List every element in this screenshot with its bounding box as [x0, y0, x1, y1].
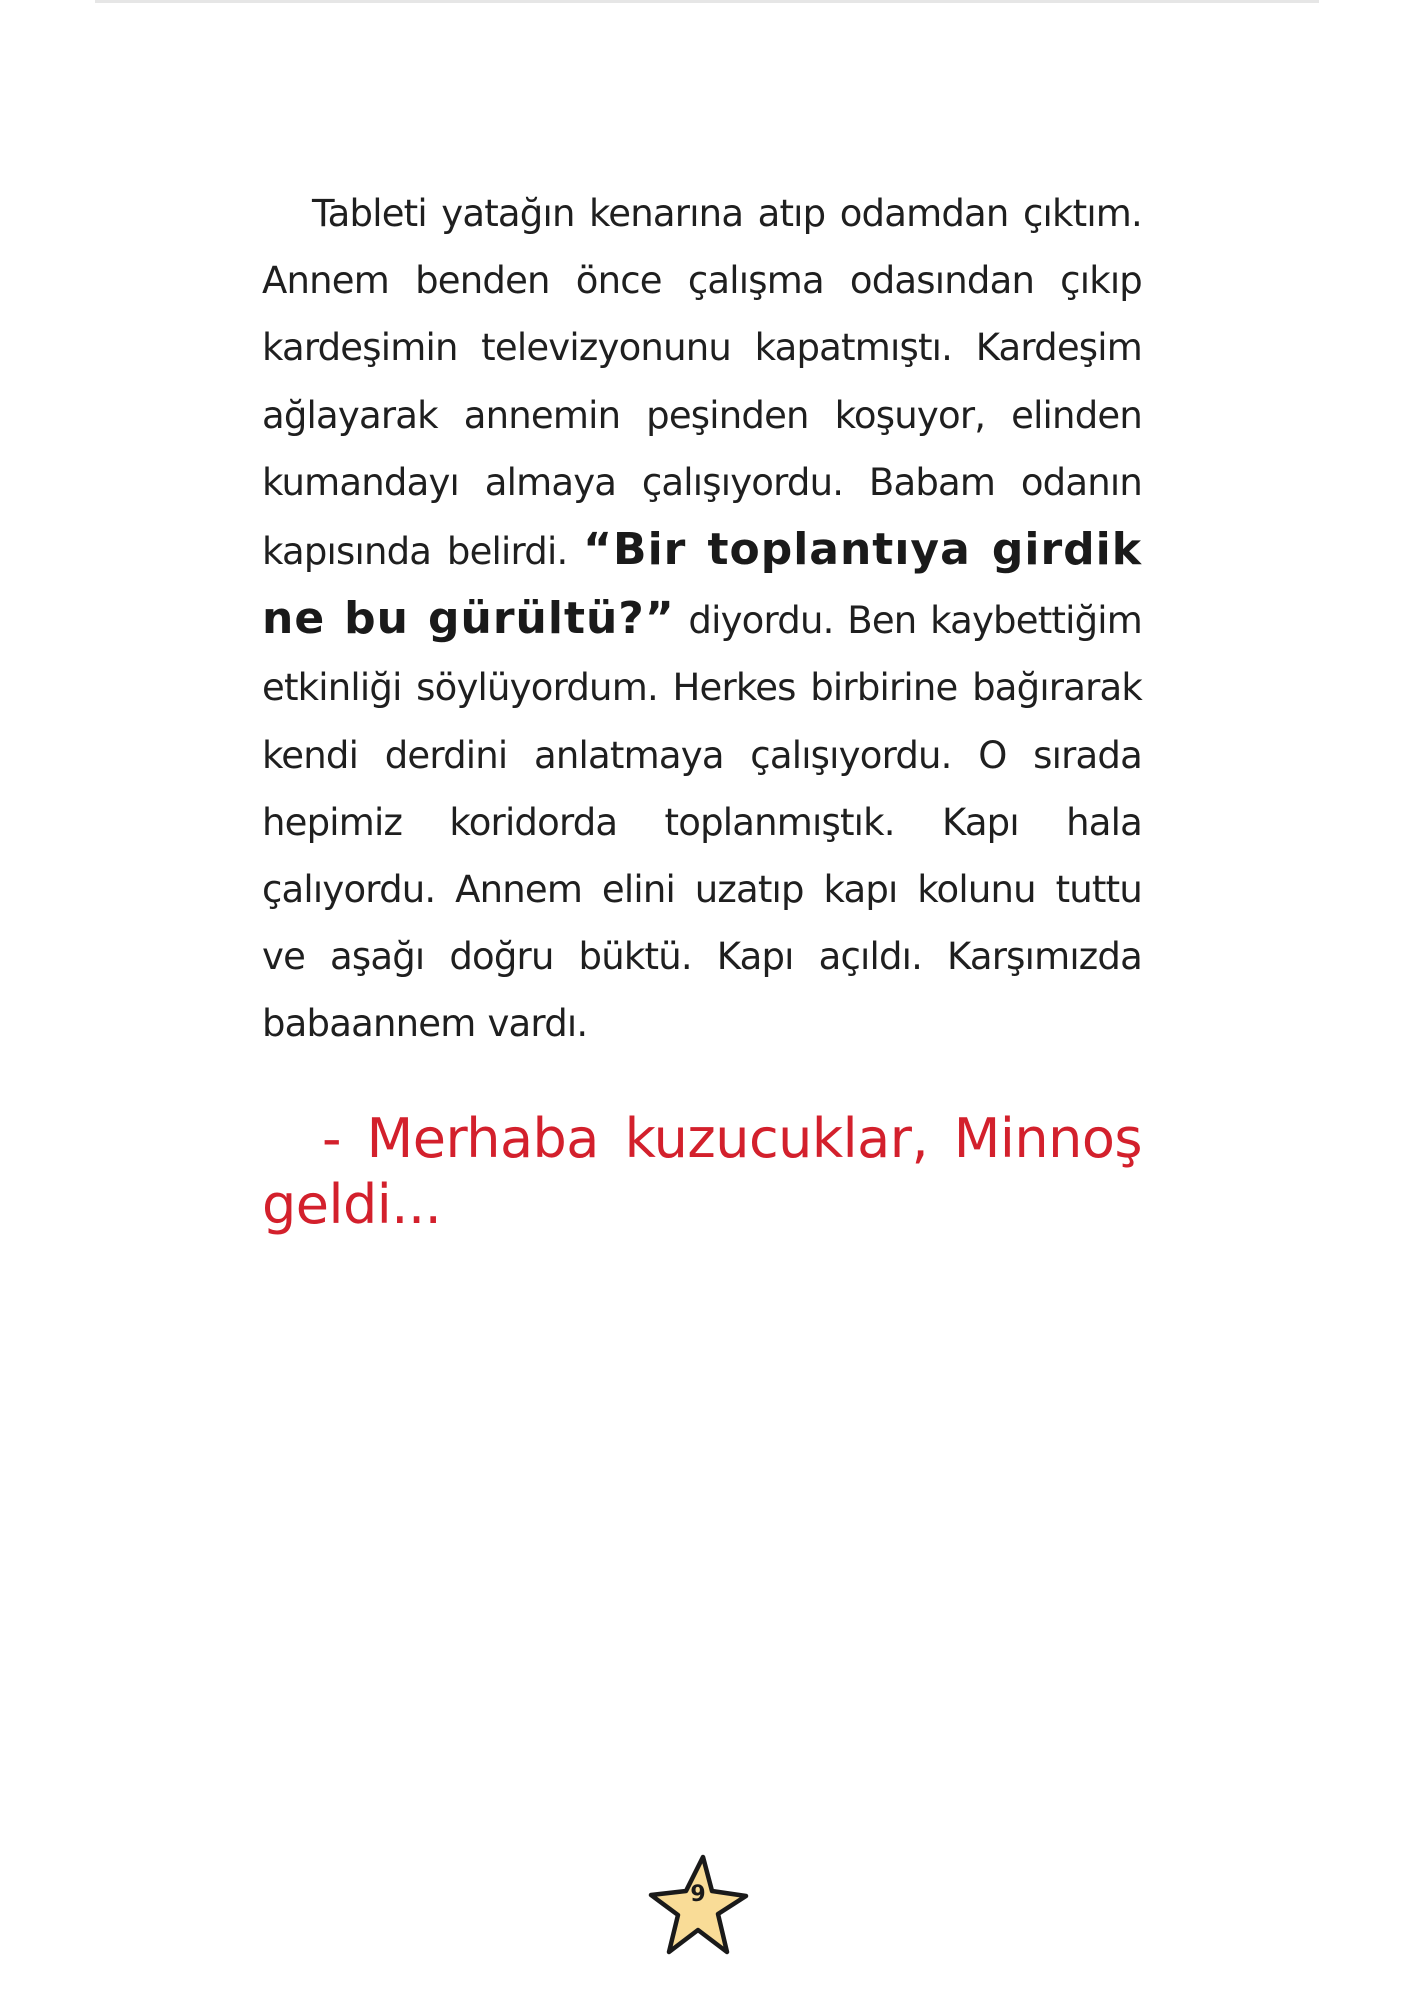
body-paragraph: [262, 180, 1142, 1058]
father-quote: “Bir toplantıya girdik ne bu gürültü?”: [262, 524, 1142, 645]
grandmother-greeting: - Merhaba kuzucuklar, Minnoş geldi...: [262, 1106, 1142, 1236]
paragraph-text-after-quote: diyordu. Ben kaybettiğim etkinliği söylüyordum. Herkes birbirine bağırarak kendi derdini anlatmaya çalışıyordu. O sırada hepimiz koridorda toplanmıştık. Kapı hala çalıyordu. Annem elini uzatıp kapı kolunu tuttu ve aşağı doğru büktü. Kapı açıldı. Karşımızda babaannem vardı.: [262, 599, 1142, 1046]
page-content: [262, 180, 1142, 1238]
top-border-line: [95, 0, 1319, 3]
paragraph-text-before-quote: Tableti yatağın kenarına atıp odamdan çıktım. Annem benden önce çalışma odasından çıkıp kardeşimin televizyonunu kapatmıştı. Kardeşim ağlayarak annemin peşinden koşuyor, elinden kumandayı almaya çalışıyordu. Babam odanın kapısında belirdi.: [262, 192, 1142, 574]
page-number-badge: [645, 1852, 751, 1958]
page-number: 9: [690, 1882, 706, 1907]
